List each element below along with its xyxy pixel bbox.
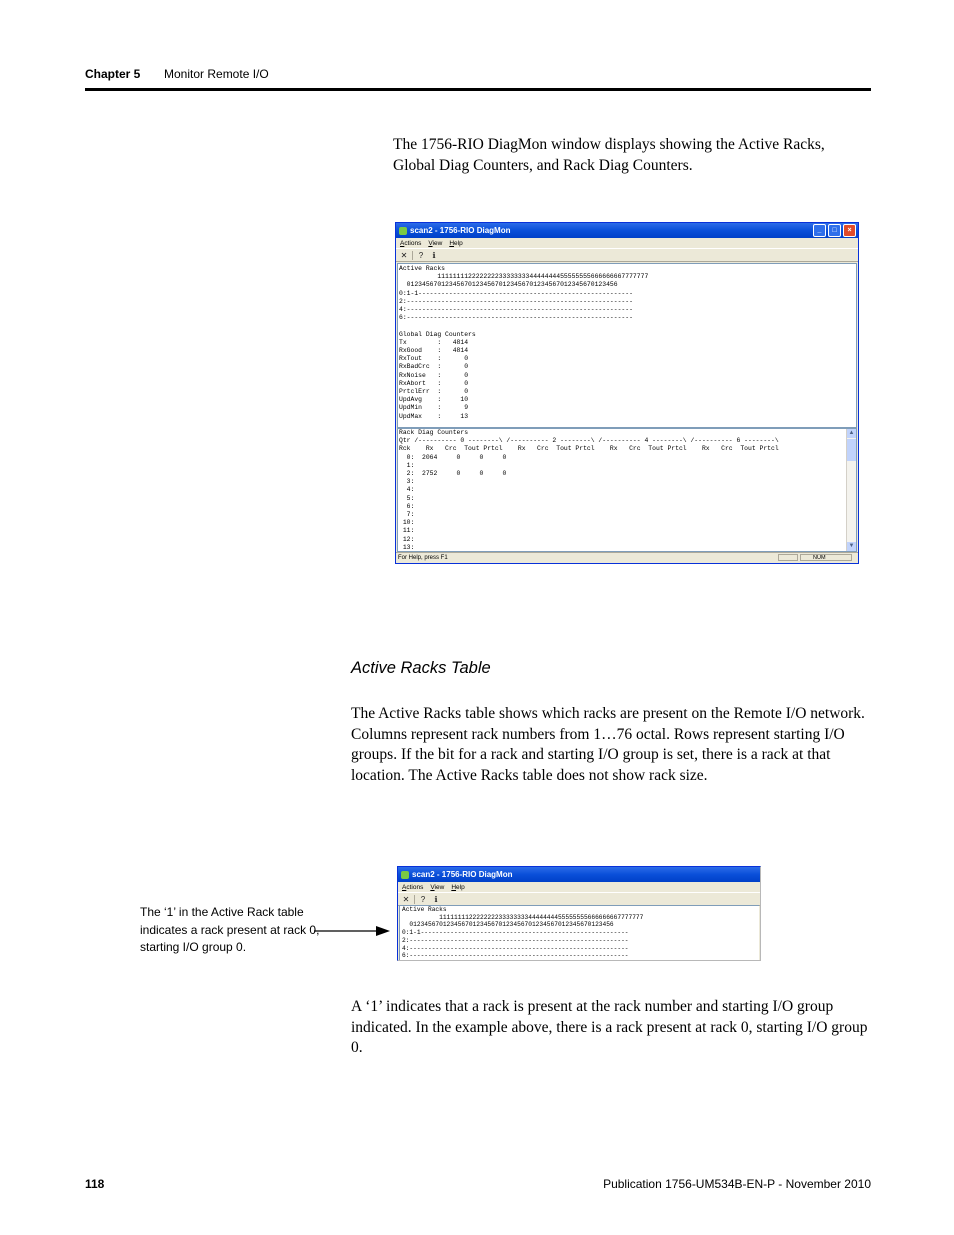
toolbar (398, 892, 760, 906)
scroll-up-icon[interactable]: ▲ (848, 430, 855, 436)
status-bar (396, 552, 858, 563)
menu-actions[interactable]: Actions (400, 239, 422, 247)
section-paragraph: The Active Racks table shows which racks are present on the Remote I/O network. Columns represent rack numbers from 1…76 octal. Rows represent starting I/O groups. If the bit for a rack and starting I/O group is set, there is a rack at that location. The Active Racks table does not show rack size. (351, 705, 865, 784)
menu-view[interactable]: View (430, 883, 445, 891)
callout-arrow-icon (314, 925, 390, 937)
section-heading: Active Racks Table (351, 659, 491, 677)
page-number: 118 (85, 1177, 105, 1191)
num-indicator: NUM (800, 554, 852, 561)
window-titlebar (398, 867, 760, 882)
maximize-button[interactable]: □ (828, 224, 841, 237)
closing-paragraph: A ‘1’ indicates that a rack is present at the rack number and starting I/O group indicated. In the example above, there is a rack present at rack 0, starting I/O group 0. (351, 998, 868, 1056)
window-title: scan2 - 1756-RIO DiagMon (412, 870, 513, 879)
rack-diag-text: Rack Diag Counters Qtr /---------- 0 --------\ /---------- 2 --------\ /---------- 4 --------\ /---------- 6 --------\ Rck Rx Crc Tout Prtcl Rx Crc Tout Prtcl Rx Crc Tout Prtcl Rx Crc Tout Prtcl 0: 2064 0 0 0 1: 2: 2752 0 0 0 3: 4: 5: 6: 7: 10: 11: 12: 13: (399, 429, 779, 551)
scroll-down-icon[interactable]: ▼ (848, 543, 855, 549)
info-icon[interactable]: ℹ (432, 250, 436, 260)
publication-id: Publication 1756-UM534B-EN-P - November 2010 (603, 1177, 871, 1191)
scroll-thumb[interactable] (847, 439, 856, 461)
toolbar (396, 248, 858, 262)
header-rule (85, 88, 871, 91)
diagmon-window (395, 222, 859, 564)
active-racks-text: Active Racks 1111111122222222333333334444444455555555666666667777777 0123456701234567012345670123456701234567012345670123456 0:1-1-------------------------------------------------------- 2:----------------------------------------------------------- 4:----------------------------------------------------------- 6:----------------------------------------------------------- Global Diag Counters Tx : 4814 RxGood : 4814 RxTout : 0 RxBadCrc : 0 RxNoise : 0 RxAbort : 0 PrtclErr : 0 UpdAvg : 10 UpdMin : 9 UpdMax : 13 (399, 265, 649, 420)
toolbar-separator (414, 895, 415, 904)
toolbar-separator (412, 251, 413, 260)
close-x-icon[interactable]: ✕ (402, 894, 410, 904)
close-button[interactable]: × (843, 224, 856, 237)
vertical-scrollbar[interactable] (846, 429, 856, 551)
app-icon (401, 871, 409, 879)
help-pointer-icon[interactable]: ? (420, 894, 426, 904)
info-icon[interactable]: ℹ (434, 894, 438, 904)
status-text: For Help, press F1 (398, 555, 448, 561)
menu-help[interactable]: Help (449, 239, 463, 247)
minimize-button[interactable]: _ (813, 224, 826, 237)
menu-bar (396, 238, 858, 248)
callout-text: The ‘1’ in the Active Rack table indicates a rack present at rack 0, starting I/O group 0. (140, 905, 320, 954)
window-titlebar (396, 223, 858, 238)
app-icon (399, 227, 407, 235)
chapter-label: Chapter 5 (85, 67, 141, 81)
menu-help[interactable]: Help (451, 883, 465, 891)
active-racks-pane[interactable] (399, 905, 759, 960)
active-racks-pane[interactable] (397, 263, 857, 428)
menu-view[interactable]: View (428, 239, 443, 247)
close-x-icon[interactable]: ✕ (400, 250, 408, 260)
menu-actions[interactable]: Actions (402, 883, 424, 891)
intro-paragraph: The 1756-RIO DiagMon window displays showing the Active Racks, Global Diag Counters, and Rack Diag Counters. (393, 136, 825, 174)
chapter-title: Monitor Remote I/O (164, 67, 269, 81)
help-pointer-icon[interactable]: ? (418, 250, 424, 260)
diagmon-window-cropped (397, 866, 761, 961)
window-title: scan2 - 1756-RIO DiagMon (410, 226, 511, 235)
active-racks-text: Active Racks 1111111122222222333333334444444455555555666666667777777 0123456701234567012345670123456701234567012345670123456 0:1-1-------------------------------------------------------- 2:----------------------------------------------------------- 4:----------------------------------------------------------- 6:----------------------------------------------------------- (402, 906, 644, 960)
rack-diag-pane[interactable] (397, 428, 857, 552)
menu-bar (398, 882, 760, 892)
status-cell (778, 554, 798, 561)
